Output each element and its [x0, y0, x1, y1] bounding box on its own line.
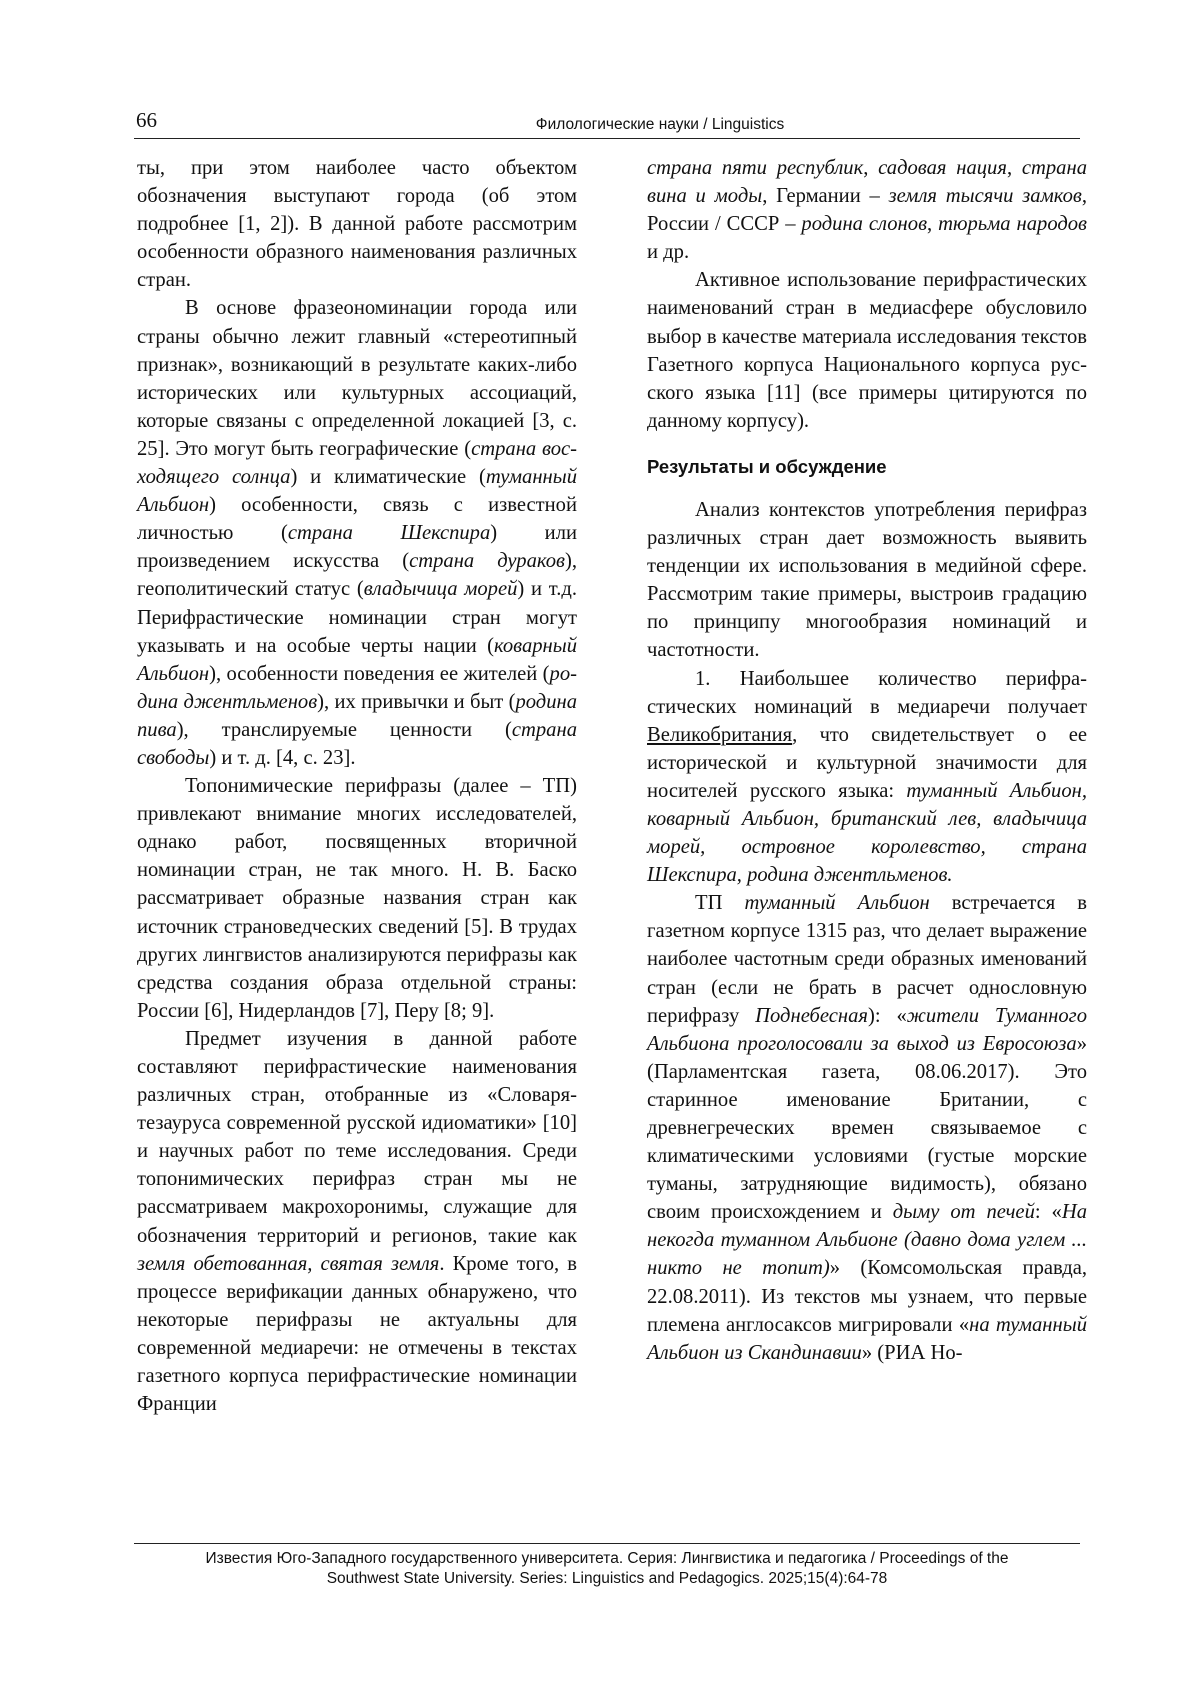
italic-phrase: владычица морей	[363, 578, 518, 601]
section-heading: Результаты и обсуждение	[647, 455, 887, 477]
italic-phrase: страна Шекспира	[287, 522, 491, 545]
paragraph: Анализ контекстов употребления перифраз различных стран дает возможность выявить тенденции их использования в медийной сфере. Рассмотрим такие примеры, выстроив градацию по принципу многообразия номинаций и частотности.	[647, 498, 1087, 662]
italic-phrase: коварный Альбион	[137, 634, 577, 685]
underlined-term: Великобритания	[647, 723, 793, 746]
paragraph: ТП туманный Альбион встречается в газетном корпусе 1315 раз, что делает выражение наиболее частотным среди образных именований стран (если не брать в расчет однословную перифразу Поднебесная): «жители Туманного Альбиона проголосовали за выход из Евросоюза» (Парламентская газета, 08.06.2017). Это старинное именование Британии, с древнегреческих времен связываемое с климатическими условиями (густые морские туманы, затрудняющие видимость), обязано своим происхождением и дыму от печей: «На некогда туманном Альбионе (давно дома углем ... никто не топит)» (Комсомольская правда, 22.08.2011). Из текстов мы узнаем, что первые племена англосаксов мигрировали «на туманный Альбион из Скандинавии» (РИА Но-	[647, 892, 1087, 1364]
italic-phrase: земля обетованная, святая земля	[137, 1252, 440, 1275]
italic-phrase: дыму от печей	[892, 1201, 1035, 1224]
italic-phrase: садовая нация	[878, 157, 1007, 179]
italic-phrase: тюрьма народов	[938, 213, 1087, 236]
paragraph: ты, при этом наиболее часто объектом обозначения выступают города (об этом подробнее [1, 2]). В данной работе рассмотрим особенности образного наименования различных стран.	[137, 157, 577, 292]
italic-phrase: родина джентльменов	[137, 662, 577, 713]
italic-phrase: родина слонов	[801, 213, 928, 236]
italic-phrase: туманный Альбион	[137, 466, 578, 517]
italic-phrase: страна восходящего солнца	[137, 437, 578, 489]
footer-citation-line-1: Известия Юго-Западного государственного университета. Серия: Лингвистика и педагогика / Proceedings of the	[205, 1550, 1009, 1567]
page-number: 66	[136, 108, 157, 132]
italic-phrase: страна вина и моды	[647, 157, 1087, 208]
journal-section-title: Филологические науки / Linguistics	[535, 116, 785, 133]
page-header	[134, 108, 1080, 139]
italic-phrase: страна свободы	[137, 718, 577, 769]
italic-phrase: страна пяти республик	[647, 157, 864, 179]
paragraph: Предмет изучения в данной работе составляют перифрастические наименования различных стран, отобранные из «Словаря-тезауруса современной русской идиоматики» [10] и научных работ по теме исследования. Среди топонимических перифраз стран мы не рассматриваем макрохоронимы, служащие для обозначения территорий и регионов, такие как земля обетованная, святая земля. Кроме того, в процессе верификации данных обнаружено, что некоторые перифразы не актуальны для современной медиаречи: не отмечены в текстах газетного корпуса перифрастические номинации Франции	[137, 1027, 577, 1416]
left-column	[137, 154, 577, 1418]
italic-phrase: на туманный Альбион из Скандинавии	[647, 1313, 1087, 1364]
italic-phrase: туманный Альбион, коварный Альбион, британский лев, владычица морей, островное королевство, страна Шекспира, родина джентльменов.	[647, 779, 1088, 887]
footer-citation-line-2: Southwest State University. Series: Linguistics and Pedagogics. 2025;15(4):64-78	[326, 1570, 888, 1587]
paragraph: Активное использование перифрастических наименований стран в медиасфере обусловило выбор в качестве материала исследования текстов Газетного корпуса Национального корпуса русского языка [11] (все примеры цитируются по данному корпусу).	[647, 269, 1087, 432]
paragraph: страна пяти республик, садовая нация, страна вина и моды, Германии – земля тысячи замков, России / СССР – родина слонов, тюрьма народов и др.	[647, 157, 1087, 264]
italic-phrase: Поднебесная	[755, 1004, 869, 1027]
italic-phrase: туманный Альбион	[744, 892, 930, 915]
italic-phrase: родина пива	[137, 690, 578, 741]
italic-phrase: страна дураков	[409, 550, 565, 573]
italic-phrase: жители Туманного Альбиона проголосовали за выход из Евросоюза	[647, 1004, 1087, 1055]
paragraph: В основе фразеономинации города или страны обычно лежит главный «стереотипный признак», возникающий в результате каких-либо исторических или культурных ассоциаций, которые связаны с определенной локацией [3, с. 25]. Это могут быть географические (страна восходящего солнца) и климатические (туманный Альбион) особенности, связь с известной личностью (страна Шекспира) или произведением искусства (страна дураков), геополитический статус (владычица морей) и т.д. Перифрастические номинации стран могут указывать и на особые черты нации (коварный Альбион), особенности поведения ее жителей (родина джентльменов), их привычки и быт (родина пива), транслируемые ценности (страна свободы) и т. д. [4, с. 23].	[137, 297, 578, 769]
right-column	[647, 154, 1087, 1367]
italic-phrase: На некогда туманном Альбионе (давно дома углем ... никто не топит)	[647, 1201, 1087, 1280]
paragraph: Топонимические перифразы (далее – ТП) привлекают внимание многих исследователей, однако работ, посвященных вторичной номинации стран, не так много. Н. В. Баско рассматривает образные названия стран как источник страноведческих сведений [5]. В трудах других лингвистов анализируются перифразы как средства создания образа отдельной страны: России [6], Нидерландов [7], Перу [8; 9].	[137, 775, 577, 1022]
italic-phrase: земля тысячи замков	[888, 185, 1082, 208]
paragraph: 1. Наибольшее количество перифрастических номинаций в медиаречи получает Великобритания, что свидетельствует о ее исторической и культурной значимости для носителей русского языка: туманный Альбион, коварный Альбион, британский лев, владычица морей, островное королевство, страна Шекспира, родина джентльменов.	[647, 667, 1088, 887]
page-footer	[134, 1543, 1080, 1589]
